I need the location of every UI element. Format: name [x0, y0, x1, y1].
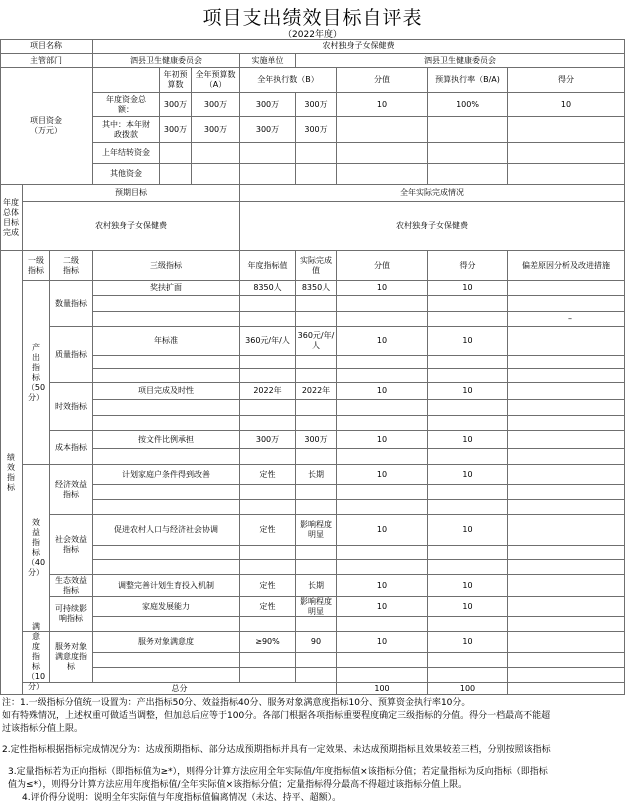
empty-cell: [240, 400, 296, 416]
empty-cell: [337, 546, 428, 560]
indicator-score: 10: [337, 281, 428, 296]
indicator-reason: [508, 465, 625, 485]
empty-cell: [93, 296, 240, 312]
empty-cell: [192, 143, 240, 164]
indicator-target: 定性: [240, 597, 296, 617]
empty-cell: [93, 449, 240, 465]
note-line: 过该指标分值上限。: [2, 724, 84, 734]
empty-cell: [428, 164, 508, 185]
indicator-score: 10: [337, 575, 428, 597]
empty-cell: [337, 560, 428, 575]
empty-cell: [93, 617, 240, 632]
page-title: 项目支出绩效目标自评表: [202, 7, 423, 29]
funds-section-label: 项目资金 （万元）: [0, 68, 93, 185]
indicator-target: 定性: [240, 575, 296, 597]
serv-indicator-label: 服务对象 满意度指 标: [50, 632, 93, 683]
output-indicator-label: 产 出 指 标 （50 分）: [23, 281, 50, 465]
indicator-score: 10: [337, 383, 428, 400]
empty-cell: [337, 668, 428, 683]
econ-indicator-label: 经济效益 指标: [50, 465, 93, 515]
qty-indicator-label: 数量指标: [50, 281, 93, 327]
empty-cell: [296, 400, 337, 416]
indicator-name: 家庭发展能力: [93, 597, 240, 617]
indicator-reason: [508, 431, 625, 449]
indicator-reason: [508, 327, 625, 356]
funds-row-fin-label: 其中：本年财 政拨款: [93, 117, 160, 143]
empty-cell: [93, 400, 240, 416]
total-got: 100: [428, 683, 508, 695]
empty-cell: [93, 560, 240, 575]
impl-label: 实施单位: [240, 54, 296, 68]
indicator-actual: 长期: [296, 575, 337, 597]
indicator-target: 8350人: [240, 281, 296, 296]
indicator-name: 调整完善计划生育投入机制: [93, 575, 240, 597]
indicator-got: 10: [428, 327, 508, 356]
empty-cell: [240, 617, 296, 632]
indicator-reason: [508, 383, 625, 400]
goals-expected-label: 预期目标: [23, 185, 240, 202]
empty-cell: [296, 546, 337, 560]
indicator-target: 定性: [240, 515, 296, 546]
empty-cell: [240, 668, 296, 683]
funds-row-total-cell: 100%: [428, 93, 508, 117]
empty-cell: [93, 416, 240, 431]
note-line: 如有特殊情况，上述权重可做适当调整，但加总后应等于100分。各部门根据各项指标重要程度确定三级指标的分值。得分一档最高不能超: [2, 711, 551, 721]
benefit-indicator-label: 效 益 指 标 （40 分）: [23, 465, 50, 632]
project-name-value: 农村独身子女保健费: [93, 39, 625, 54]
funds-row-total-cell: 300万: [240, 93, 296, 117]
empty-cell: [240, 164, 296, 185]
empty-cell: [508, 668, 625, 683]
empty-cell: [296, 653, 337, 668]
empty-cell: [508, 296, 625, 312]
empty-cell: [428, 449, 508, 465]
indicator-got: 10: [428, 465, 508, 485]
funds-blank-head: [93, 68, 160, 93]
funds-row-fin-cell: 300万: [160, 117, 192, 143]
goals-actual-value: 农村独身子女保健费: [240, 202, 625, 251]
empty-cell: [160, 143, 192, 164]
indicator-score: 10: [337, 327, 428, 356]
empty-cell: [240, 369, 296, 383]
funds-row-fin-cell: 300万: [296, 117, 337, 143]
empty-cell: [428, 668, 508, 683]
empty-cell: [93, 485, 240, 500]
empty-cell: [337, 296, 428, 312]
empty-cell: [240, 485, 296, 500]
funds-row-total-label: 年度资金总 额：: [93, 93, 160, 117]
empty-cell: [428, 653, 508, 668]
indicator-score: 10: [337, 465, 428, 485]
empty-cell: [337, 143, 428, 164]
indicator-reason: [508, 281, 625, 296]
empty-cell: [296, 416, 337, 431]
indicator-reason: [508, 632, 625, 653]
empty-cell: [337, 653, 428, 668]
indicator-got: 10: [428, 575, 508, 597]
funds-col-budget: 年初预 算数: [160, 68, 192, 93]
empty-cell: [240, 356, 296, 369]
empty-cell: [508, 416, 625, 431]
empty-cell: [508, 369, 625, 383]
empty-cell: [428, 560, 508, 575]
ind-h8: 偏差原因分析及改进措施: [508, 251, 625, 281]
ind-h6: 分值: [337, 251, 428, 281]
note-line: 2.定性指标根据指标完成情况分为：达成预期指标、部分达成预期指标并具有一定效果、未达成预期指标且效果较差三档，分别按照该指标: [2, 745, 551, 755]
indicator-got: 10: [428, 383, 508, 400]
indicator-score: 10: [337, 632, 428, 653]
indicator-reason: [508, 597, 625, 617]
empty-cell: [93, 369, 240, 383]
indicator-reason: [508, 575, 625, 597]
dept-value: 泗县卫生健康委员会: [93, 54, 240, 68]
empty-cell: [508, 683, 625, 695]
project-name-label: 项目名称: [0, 39, 93, 54]
empty-cell: [508, 356, 625, 369]
empty-cell: [428, 500, 508, 515]
funds-row-total-cell: 300万: [296, 93, 337, 117]
eco-indicator-label: 生态效益 指标: [50, 575, 93, 597]
empty-cell: [508, 500, 625, 515]
empty-cell: [337, 117, 428, 143]
empty-cell: [508, 143, 625, 164]
empty-cell: [428, 369, 508, 383]
indicator-actual: 90: [296, 632, 337, 653]
empty-cell: [508, 485, 625, 500]
empty-cell: [296, 485, 337, 500]
empty-cell: [428, 117, 508, 143]
indicator-name: 服务对象满意度: [93, 632, 240, 653]
total-label: 总分: [23, 683, 337, 695]
indicator-got: 10: [428, 632, 508, 653]
empty-cell: [428, 485, 508, 500]
empty-cell: [428, 400, 508, 416]
total-score: 100: [337, 683, 428, 695]
empty-cell: [296, 668, 337, 683]
empty-cell: [240, 546, 296, 560]
funds-col-full-budget: 全年预算数 （A）: [192, 68, 240, 93]
note-line: 值为≤*），则得分计算方法应用年度指标值/全年实际值×该指标分值；定量指标得分最高不得超过该指标分值上限。: [8, 780, 468, 790]
empty-cell: [93, 356, 240, 369]
funds-row-fin-cell: 300万: [240, 117, 296, 143]
empty-cell: [337, 356, 428, 369]
empty-cell: [240, 296, 296, 312]
sustain-indicator-label: 可持续影 响指标: [50, 597, 93, 632]
indicator-score: 10: [337, 515, 428, 546]
goals-actual-label: 全年实际完成情况: [240, 185, 625, 202]
indicator-actual: 2022年: [296, 383, 337, 400]
indicator-target: 360元/年/人: [240, 327, 296, 356]
indicator-name: 计划家庭户条件得到改善: [93, 465, 240, 485]
empty-cell: [93, 500, 240, 515]
empty-cell: [508, 546, 625, 560]
empty-cell: [93, 653, 240, 668]
indicator-got: 10: [428, 431, 508, 449]
empty-cell: [296, 164, 337, 185]
qual-indicator-label: 质量指标: [50, 327, 93, 383]
empty-cell: [240, 500, 296, 515]
indicator-name: 项目完成及时性: [93, 383, 240, 400]
impl-value: 泗县卫生健康委员会: [296, 54, 625, 68]
time-indicator-label: 时效指标: [50, 383, 93, 431]
empty-cell: [337, 500, 428, 515]
funds-row-fin-cell: 300万: [192, 117, 240, 143]
empty-cell: [337, 416, 428, 431]
empty-cell: [508, 449, 625, 465]
indicator-actual: 360元/年/人: [296, 327, 337, 356]
satisfaction-indicator-label: 满 意 度 指 标 （10 分）: [23, 632, 50, 683]
empty-cell: [508, 560, 625, 575]
goals-section-label: 年度 总体 目标 完成: [0, 185, 23, 251]
funds-row-total-cell: 10: [337, 93, 428, 117]
empty-cell: [240, 312, 296, 327]
cost-indicator-label: 成本指标: [50, 431, 93, 465]
empty-cell: [93, 546, 240, 560]
empty-cell: [337, 617, 428, 632]
empty-cell: [428, 617, 508, 632]
indicator-name: 奖扶扩面: [93, 281, 240, 296]
dept-label: 主管部门: [0, 54, 93, 68]
indicator-target: 定性: [240, 465, 296, 485]
indicator-actual: 8350人: [296, 281, 337, 296]
indicator-name: 促进农村人口与经济社会协调: [93, 515, 240, 546]
empty-cell: [93, 668, 240, 683]
indicator-target: 300万: [240, 431, 296, 449]
ind-h2: 二级 指标: [50, 251, 93, 281]
funds-row-prev-label: 上年结转资金: [93, 143, 160, 164]
indicator-target: 2022年: [240, 383, 296, 400]
ind-h7: 得分: [428, 251, 508, 281]
note-line: 4.评价得分说明：说明全年实际值与年度指标值偏离情况（未达、持平、超额）。: [22, 793, 342, 803]
funds-row-other-label: 其他资金: [93, 164, 160, 185]
note-line: 3.定量指标若为正向指标（即指标值为≥*），则得分计算方法应用全年实际值/年度指标值×该指标分值；若定量指标为反向指标（即指标: [8, 767, 548, 777]
indicator-score: 10: [337, 431, 428, 449]
ind-h4: 年度指标值: [240, 251, 296, 281]
empty-cell: [296, 500, 337, 515]
empty-cell: [508, 400, 625, 416]
funds-col-rate: 预算执行率（B/A): [428, 68, 508, 93]
empty-cell: [428, 546, 508, 560]
empty-cell: [508, 117, 625, 143]
empty-cell: [428, 416, 508, 431]
indicator-target: ≥90%: [240, 632, 296, 653]
empty-cell: [508, 617, 625, 632]
indicator-actual: 影响程度 明显: [296, 515, 337, 546]
empty-cell: [296, 143, 337, 164]
empty-cell: [296, 369, 337, 383]
empty-cell: [240, 416, 296, 431]
empty-cell: [428, 312, 508, 327]
page-subtitle: （2022年度）: [283, 30, 342, 40]
funds-col-exec: 全年执行数（B）: [240, 68, 337, 93]
empty-cell: [508, 653, 625, 668]
empty-cell: [296, 560, 337, 575]
dash-mark: –: [508, 312, 625, 327]
funds-row-total-cell: 300万: [192, 93, 240, 117]
empty-cell: [296, 296, 337, 312]
indicator-name: 按文件比例承担: [93, 431, 240, 449]
indicator-got: 10: [428, 597, 508, 617]
empty-cell: [337, 400, 428, 416]
indicator-score: 10: [337, 597, 428, 617]
empty-cell: [428, 296, 508, 312]
empty-cell: [296, 356, 337, 369]
empty-cell: [192, 164, 240, 185]
empty-cell: [240, 449, 296, 465]
indicator-got: 10: [428, 515, 508, 546]
funds-col-got: 得分: [508, 68, 625, 93]
social-indicator-label: 社会效益 指标: [50, 515, 93, 575]
indicator-got: 10: [428, 281, 508, 296]
funds-row-total-cell: 10: [508, 93, 625, 117]
empty-cell: [337, 449, 428, 465]
empty-cell: [296, 312, 337, 327]
indicator-actual: 长期: [296, 465, 337, 485]
empty-cell: [296, 449, 337, 465]
empty-cell: [337, 485, 428, 500]
empty-cell: [337, 369, 428, 383]
indicator-name: 年标准: [93, 327, 240, 356]
empty-cell: [93, 312, 240, 327]
indicators-section-label: 绩 效 指 标: [0, 251, 23, 695]
funds-row-total-cell: 300万: [160, 93, 192, 117]
empty-cell: [240, 143, 296, 164]
indicator-reason: [508, 515, 625, 546]
empty-cell: [240, 560, 296, 575]
indicator-actual: 影响程度 明显: [296, 597, 337, 617]
ind-h3: 三级指标: [93, 251, 240, 281]
empty-cell: [428, 356, 508, 369]
empty-cell: [160, 164, 192, 185]
empty-cell: [296, 617, 337, 632]
empty-cell: [428, 143, 508, 164]
ind-h5: 实际完成 值: [296, 251, 337, 281]
goals-expected-value: 农村独身子女保健费: [23, 202, 240, 251]
funds-col-score: 分值: [337, 68, 428, 93]
note-line: 注：1.一级指标分值统一设置为：产出指标50分、效益指标40分、服务对象满意度指标10分、预算资金执行率10分。: [2, 698, 471, 708]
empty-cell: [337, 312, 428, 327]
indicator-actual: 300万: [296, 431, 337, 449]
empty-cell: [508, 164, 625, 185]
empty-cell: [337, 164, 428, 185]
empty-cell: [240, 653, 296, 668]
ind-h1: 一级 指标: [23, 251, 50, 281]
